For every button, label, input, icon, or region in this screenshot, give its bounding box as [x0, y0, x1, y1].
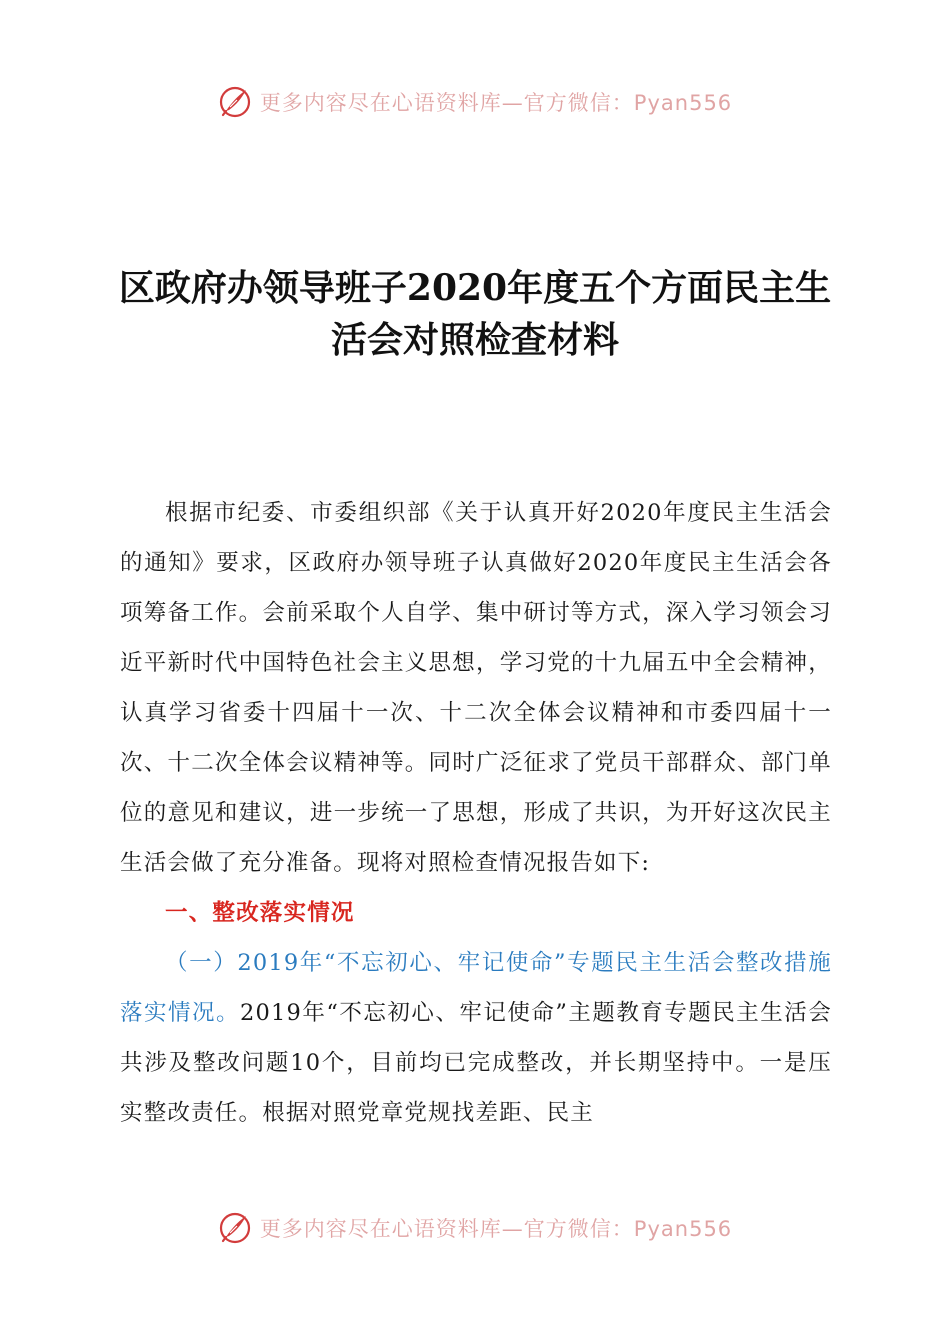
subsection-paragraph-1: [120, 938, 832, 1138]
document-body: [120, 488, 832, 1138]
title-line-1: 区政府办领导班子2020年度五个方面民主生: [118, 267, 832, 309]
quill-pen-logo-icon: [218, 85, 252, 119]
title-line-2: 活会对照检查材料: [330, 319, 619, 361]
watermark-text: 更多内容尽在心语资料库—官方微信：Pyan556: [259, 91, 733, 115]
watermark-text: 更多内容尽在心语资料库—官方微信：Pyan556: [259, 1217, 733, 1241]
subsection-heading-1: （一）2019年“不忘初心、牢记使命”专题民主生活会整改措施落实情况。: [120, 950, 832, 1026]
footer-watermark: [0, 1208, 950, 1248]
intro-paragraph: 根据市纪委、市委组织部《关于认真开好2020年度民主生活会的通知》要求，区政府办领导班子认真做好2020年度民主生活会各项筹备工作。会前采取个人自学、集中研讨等方式，深入学习领会习近平新时代中国特色社会主义思想，学习党的十九届五中全会精神，认真学习省委十四届十一次、十二次全体会议精神和市委四届十一次、十二次全体会议精神等。同时广泛征求了党员干部群众、部门单位的意见和建议，进一步统一了思想，形成了共识，为开好这次民主生活会做了充分准备。现将对照检查情况报告如下:: [120, 500, 832, 876]
section-heading-1: 一、整改落实情况: [165, 900, 355, 926]
subsection-text-1: 2019年“不忘初心、牢记使命”主题教育专题民主生活会共涉及整改问题10个，目前均已完成整改，并长期坚持中。一是压实整改责任。根据对照党章党规找差距、民主: [120, 1000, 832, 1126]
header-watermark: [0, 82, 950, 122]
quill-pen-logo-icon: [218, 1211, 252, 1245]
document-title: [100, 262, 850, 366]
